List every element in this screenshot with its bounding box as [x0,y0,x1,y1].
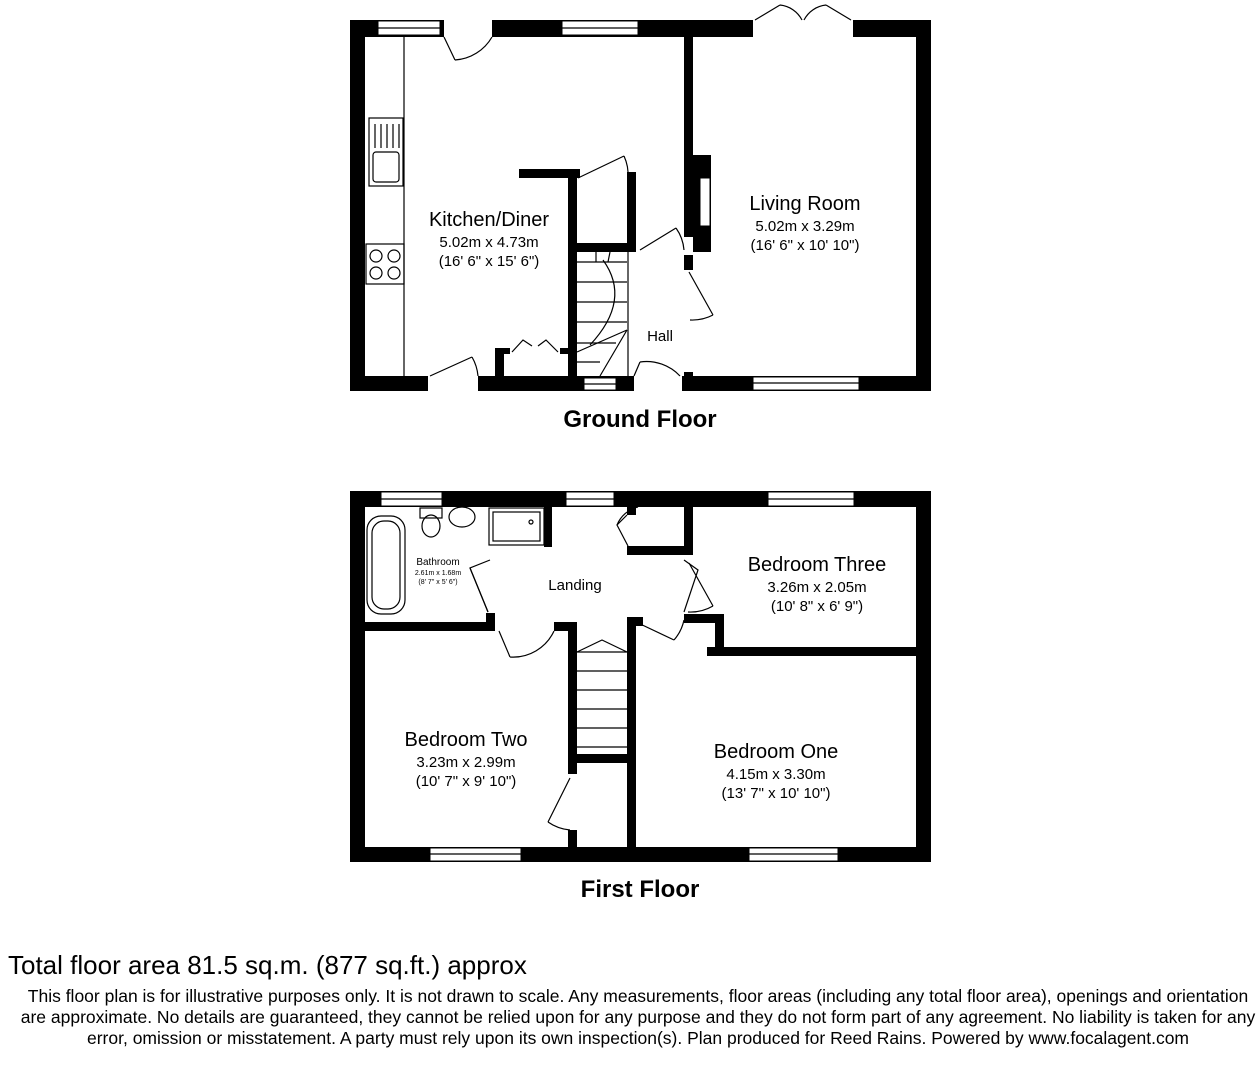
ground-wall-stair-right [627,172,636,252]
stair-wall-right [627,617,636,847]
bedroom-one-door [636,620,684,640]
bathroom-door [470,568,488,612]
first-wall-left [350,491,365,862]
bedroom-two-metric: 3.23m x 2.99m [416,754,516,771]
ground-floor-title: Ground Floor [563,406,717,433]
kitchen-imperial: (16' 6" x 15' 6") [438,253,540,270]
bedroom-two-cupboard-door [548,778,570,830]
bathroom-wall [365,622,491,631]
living-door [640,228,684,250]
landing-name: Landing [548,577,602,594]
kitchen-metric: 5.02m x 4.73m [439,234,539,251]
living-french-doors [755,5,851,20]
bedroom-one-metric: 4.15m x 3.30m [726,766,826,783]
ground-wall-hall-living [684,255,693,270]
bedroom-two-imperial: (10' 7" x 9' 10") [415,773,517,790]
living-metric: 5.02m x 3.29m [755,218,855,235]
first-staircase [577,640,627,747]
bedroom-one-imperial: (13' 7" x 10' 10") [721,785,831,802]
kitchen-door [430,357,478,376]
kitchen-name: Kitchen/Diner [428,209,550,231]
first-floor-plan [350,491,931,903]
ground-wall-left [350,20,365,391]
cupboard-doors [512,340,558,352]
hall-name: Hall [647,328,673,345]
first-floor-title: First Floor [580,876,700,903]
basin-icon [449,507,475,527]
shower-icon [489,508,544,545]
bedroom-three-imperial: (10' 8" x 6' 9") [770,598,864,615]
fireplace [700,178,710,226]
bathroom-name: Bathroom [416,557,460,568]
bedroom-two-name: Bedroom Two [404,729,528,751]
ground-floor-plan [350,5,931,433]
ground-wall-right [916,20,931,391]
ground-staircase [577,252,628,376]
stair-wall-left [568,622,577,774]
bedroom-two-door [499,631,554,657]
living-imperial: (16' 6" x 10' 10") [750,237,860,254]
bedroom-one-name: Bedroom One [713,741,839,763]
bathroom-metric: 2.61m x 1.68m [414,570,462,577]
total-floor-area: Total floor area 81.5 sq.m. (877 sq.ft.) approx [8,950,527,980]
front-door [634,362,680,376]
living-name: Living Room [749,193,861,215]
disclaimer-text: This floor plan is for illustrative purposes only. It is not drawn to scale. Any measurements, floor areas (including any total floor area), openings and orientation are approximate. No details are guaranteed, they cannot be relied upon for any purpose and they do not form part of any agreement. No liability is taken for any error, omission or misstatement. A party must rely upon its own inspection(s). Plan produced for Reed Rains. Powered by www.focalagent.com [20,986,1256,1048]
ground-wall-kitchen-living [684,37,693,237]
hall-door [689,272,713,320]
under-stairs-door [578,156,628,178]
bedroom-three-metric: 3.26m x 2.05m [767,579,867,596]
toilet-icon [420,508,442,537]
bathroom-imperial: (8' 7" x 5' 6") [418,579,458,586]
kitchen-back-door [444,37,492,60]
first-wall-right [916,491,931,862]
bedroom-three-name: Bedroom Three [747,554,887,576]
